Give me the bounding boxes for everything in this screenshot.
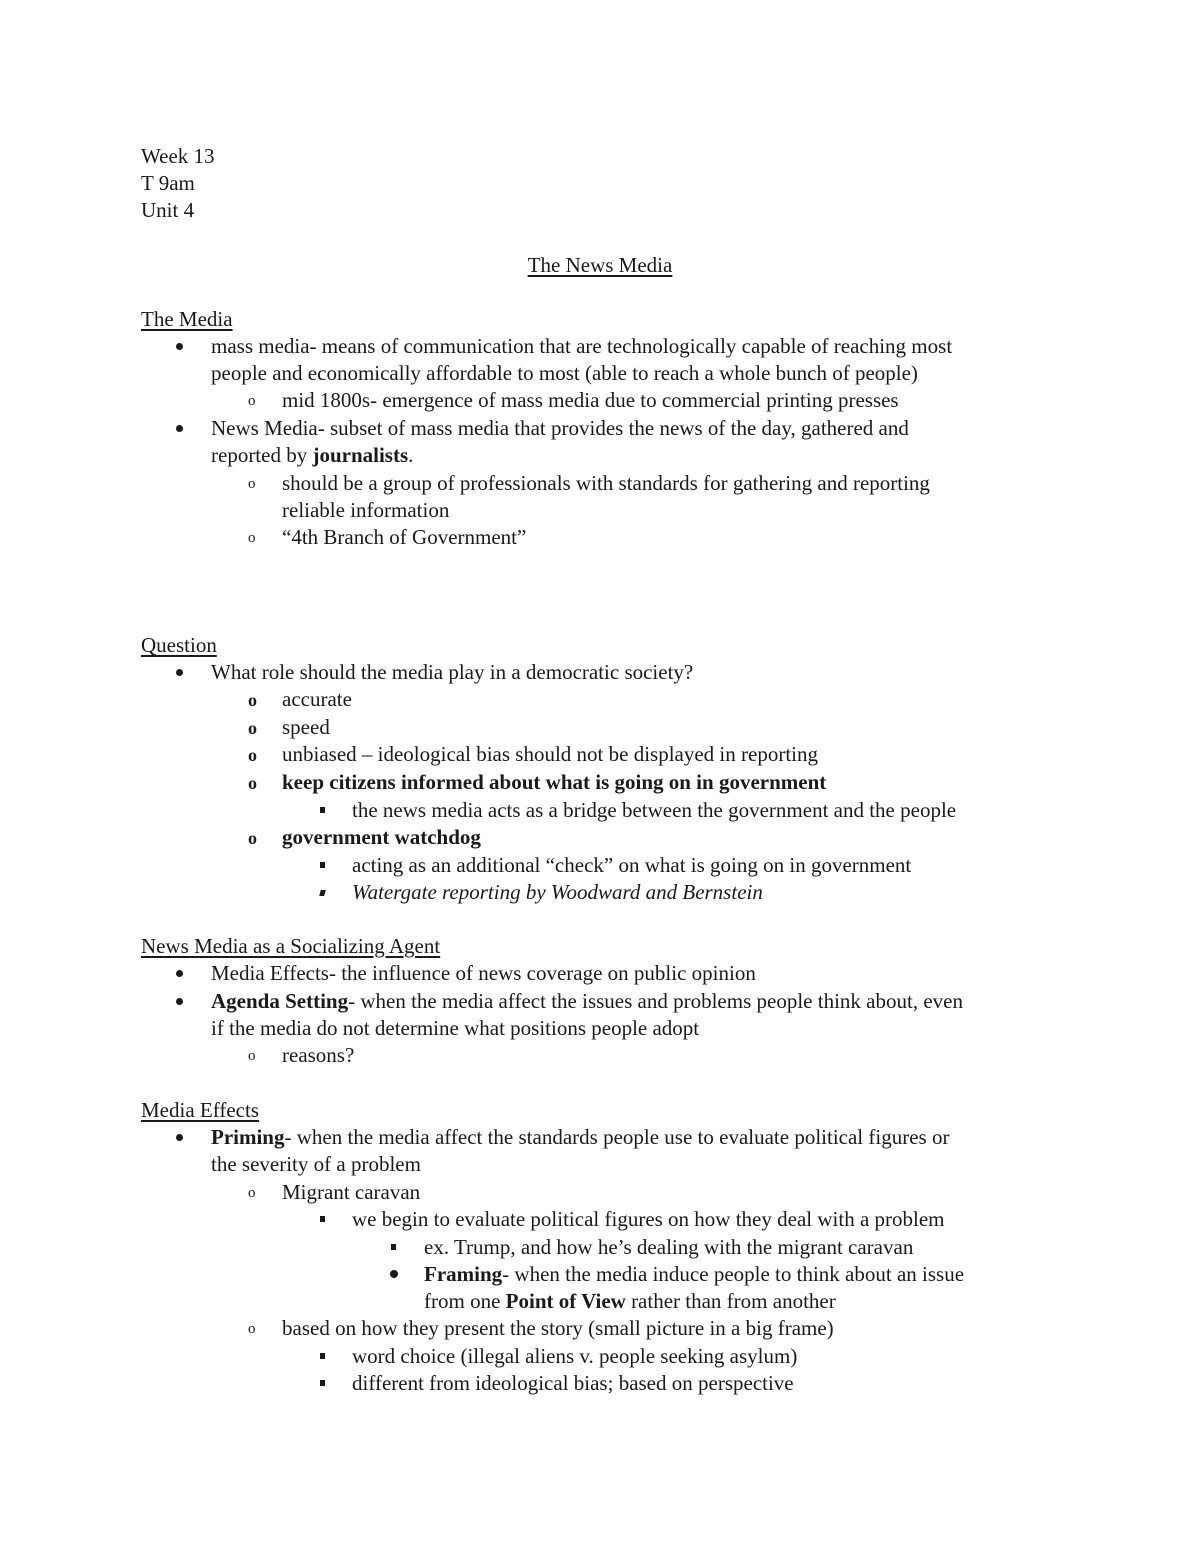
- circle-bullet: o: [248, 718, 257, 738]
- square-bullet: [391, 1244, 396, 1250]
- section-heading-media-effects: Media Effects: [141, 1098, 259, 1122]
- quaternary-list-item-continuation: from one Point of View rather than from another: [424, 1289, 836, 1313]
- list-item-continuation: people and economically affordable to most (able to reach a whole bunch of people): [211, 361, 918, 385]
- circle-bullet: o: [248, 1185, 256, 1201]
- bold-term-priming: Priming: [211, 1125, 285, 1149]
- list-item: News Media- subset of mass media that provides the news of the day, gathered and: [211, 416, 909, 440]
- square-bullet: [320, 1380, 325, 1386]
- sub-list-item: accurate: [282, 687, 352, 711]
- circle-bullet: o: [248, 773, 257, 793]
- sub-list-item-bold: keep citizens informed about what is going on in government: [282, 770, 827, 794]
- section-heading-socializing-agent: News Media as a Socializing Agent: [141, 934, 441, 958]
- circle-bullet: o: [248, 1048, 256, 1064]
- list-item: What role should the media play in a democratic society?: [211, 660, 694, 684]
- bullet-dot: [176, 343, 183, 350]
- sub-list-item: mid 1800s- emergence of mass media due to commercial printing presses: [282, 388, 899, 412]
- tertiary-list-item: the news media acts as a bridge between the government and the people: [352, 798, 957, 822]
- list-item-continuation: reported by journalists.: [211, 443, 414, 467]
- list-item-continuation: the severity of a problem: [211, 1152, 421, 1176]
- bullet-dot: [176, 425, 183, 432]
- sub-list-item: Migrant caravan: [282, 1180, 421, 1204]
- bullet-dot: [176, 669, 183, 676]
- circle-bullet: o: [248, 828, 257, 848]
- circle-bullet: o: [248, 530, 256, 546]
- quaternary-list-item: Framing- when the media induce people to think about an issue: [424, 1262, 965, 1286]
- week-label: Week 13: [141, 144, 215, 168]
- square-bullet: [320, 807, 325, 813]
- sub-list-item: unbiased – ideological bias should not be displayed in reporting: [282, 742, 818, 766]
- bullet-dot: [176, 998, 183, 1005]
- circle-bullet: o: [248, 745, 257, 765]
- circle-bullet: o: [248, 476, 256, 492]
- sub-list-item: should be a group of professionals with standards for gathering and reporting: [282, 471, 930, 495]
- circle-bullet: o: [248, 1321, 256, 1337]
- bold-term-journalists: journalists: [312, 443, 409, 467]
- bullet-dot: [176, 1134, 183, 1141]
- tertiary-list-item: different from ideological bias; based on perspective: [352, 1371, 794, 1395]
- list-item: Media Effects- the influence of news coverage on public opinion: [211, 961, 756, 985]
- bold-term-point-of-view: Point of View: [505, 1289, 626, 1313]
- sub-list-item: reasons?: [282, 1043, 355, 1067]
- sub-list-item: “4th Branch of Government”: [282, 525, 527, 549]
- unit-label: Unit 4: [141, 198, 195, 222]
- bullet-dot: [390, 1270, 398, 1278]
- sub-list-item-continuation: reliable information: [282, 498, 450, 522]
- document-title: The News Media: [527, 253, 673, 277]
- sub-list-item-bold: government watchdog: [282, 825, 481, 849]
- section-heading-question: Question: [141, 633, 217, 657]
- sub-list-item: speed: [282, 715, 330, 739]
- sub-list-item: based on how they present the story (small picture in a big frame): [282, 1316, 834, 1340]
- square-bullet: [320, 1353, 325, 1359]
- time-label: T 9am: [141, 171, 195, 195]
- list-item: mass media- means of communication that are technologically capable of reaching most: [211, 334, 953, 358]
- section-heading-the-media: The Media: [141, 307, 233, 331]
- bold-term-agenda-setting: Agenda Setting: [211, 989, 349, 1013]
- square-bullet: [320, 1216, 325, 1222]
- quaternary-list-item: ex. Trump, and how he’s dealing with the migrant caravan: [424, 1235, 914, 1259]
- tertiary-list-item: word choice (illegal aliens v. people seeking asylum): [352, 1344, 798, 1368]
- circle-bullet: o: [248, 690, 257, 710]
- list-item-continuation: if the media do not determine what positions people adopt: [211, 1016, 700, 1040]
- tertiary-list-item-italic: Watergate reporting by Woodward and Bernstein: [352, 880, 763, 904]
- tertiary-list-item: acting as an additional “check” on what is going on in government: [352, 853, 912, 877]
- bold-term-framing: Framing: [424, 1262, 503, 1286]
- square-bullet: [320, 862, 325, 868]
- list-item: Priming- when the media affect the standards people use to evaluate political figures or: [211, 1125, 950, 1149]
- list-item: Agenda Setting- when the media affect the issues and problems people think about, even: [211, 989, 963, 1013]
- bullet-dot: [176, 970, 183, 977]
- circle-bullet: o: [248, 393, 256, 409]
- tertiary-list-item: we begin to evaluate political figures on how they deal with a problem: [352, 1207, 945, 1231]
- square-bullet: [319, 890, 326, 896]
